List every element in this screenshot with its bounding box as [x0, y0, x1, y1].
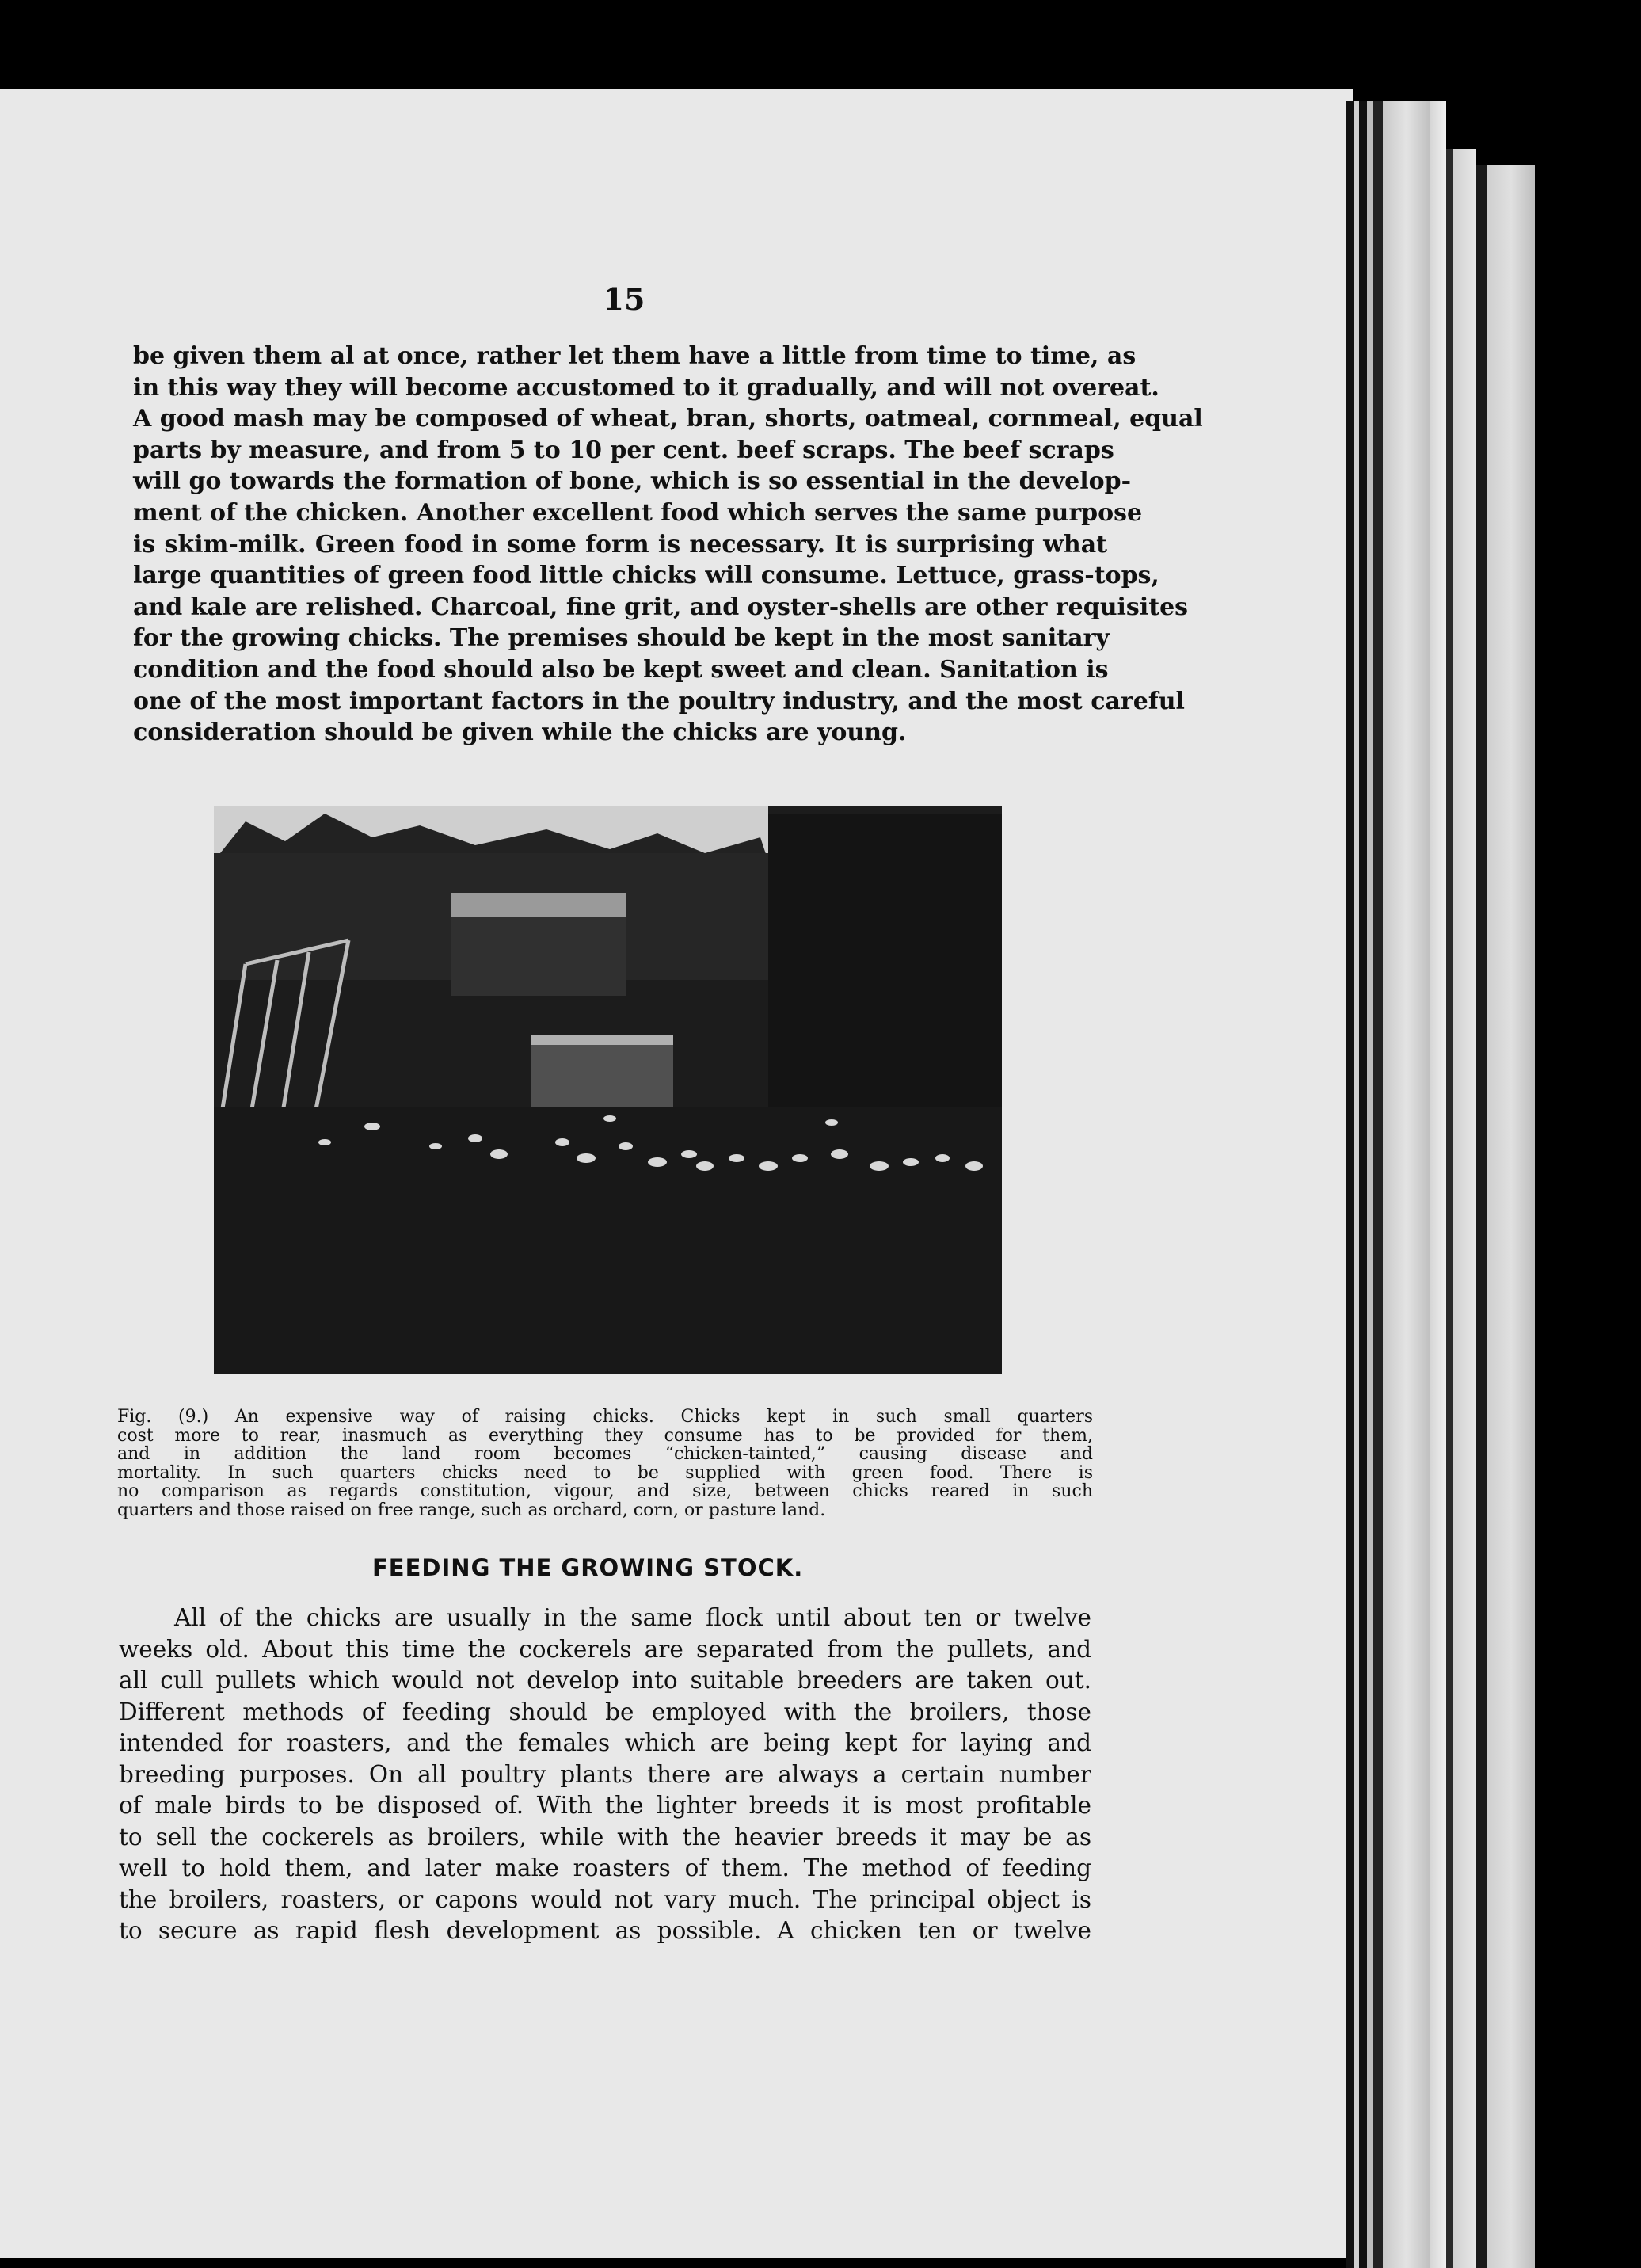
caption-line: Fig. (9.) An expensive way of raising chicks. Chicks kept in such small quarters — [117, 1407, 1093, 1427]
text-line: in this way they will become accustomed to it gradually, and will not overeat. — [133, 373, 1159, 402]
text-line: breeding purposes. On all poultry plants there are always a certain number — [119, 1760, 1091, 1788]
page-edges — [1346, 101, 1552, 2268]
caption-line: cost more to rear, inasmuch as everything they consume has to be provided for them, — [117, 1425, 1093, 1446]
body-paragraph-2 — [119, 1603, 1091, 1947]
text-line: will go towards the formation of bone, which is so essential in the develop- — [133, 467, 1132, 496]
text-line: A good mash may be composed of wheat, bran, shorts, oatmeal, cornmeal, equal — [133, 405, 1203, 433]
text-line: for the growing chicks. The premises should be kept in the most sanitary — [133, 624, 1110, 653]
caption-line: no comparison as regards constitution, vigour, and size, between chicks reared in such — [117, 1481, 1093, 1501]
text-line: one of the most important factors in the poultry industry, and the most careful — [133, 687, 1185, 715]
text-line: the broilers, roasters, or capons would not vary much. The principal object is — [119, 1885, 1091, 1913]
text-line: intended for roasters, and the females which are being kept for laying and — [119, 1729, 1091, 1756]
text-line: of male birds to be disposed of. With the lighter breeds it is most profitable — [119, 1792, 1091, 1819]
photo-illustration — [214, 806, 1002, 1374]
text-line: ment of the chicken. Another excellent food which serves the same purpose — [133, 498, 1143, 527]
text-line: All of the chicks are usually in the same flock until about ten or twelve — [174, 1604, 1091, 1631]
text-line: all cull pullets which would not develop into suitable breeders are taken out. — [119, 1667, 1091, 1694]
text-line: and kale are relished. Charcoal, fine grit, and oyster-shells are other requisites — [133, 593, 1189, 621]
text-line: to secure as rapid flesh development as possible. A chicken ten or twelve — [119, 1917, 1091, 1944]
caption-line: quarters and those raised on free range, such as orchard, corn, or pasture land. — [117, 1500, 826, 1520]
caption-line: and in addition the land room becomes “chicken-tainted,” causing disease and — [117, 1444, 1093, 1464]
text-line: Different methods of feeding should be employed with the broilers, those — [119, 1698, 1091, 1725]
chicks-photograph — [214, 806, 1002, 1374]
text-line: parts by measure, and from 5 to 10 per cent. beef scraps. The beef scraps — [133, 436, 1114, 464]
figure-caption — [117, 1408, 1093, 1519]
body-paragraph-1 — [133, 341, 1203, 749]
text-line: be given them al at once, rather let them have a little from time to time, as — [133, 342, 1137, 370]
text-line: large quantities of green food little chicks will consume. Lettuce, grass-tops, — [133, 562, 1159, 590]
text-line: well to hold them, and later make roasters of them. The method of feeding — [119, 1854, 1091, 1881]
caption-line: mortality. In such quarters chicks need to be supplied with green food. There is — [117, 1462, 1093, 1483]
page-number: 15 — [603, 281, 645, 317]
text-line: to sell the cockerels as broilers, while with the heavier breeds it may be as — [119, 1823, 1091, 1851]
section-heading: FEEDING THE GROWING STOCK. — [372, 1554, 804, 1581]
text-line: condition and the food should also be kept sweet and clean. Sanitation is — [133, 655, 1109, 684]
text-line: consideration should be given while the chicks are young. — [133, 719, 907, 747]
text-line: weeks old. About this time the cockerels are separated from the pullets, and — [119, 1635, 1091, 1663]
text-line: is skim-milk. Green food in some form is necessary. It is surprising what — [133, 530, 1107, 558]
